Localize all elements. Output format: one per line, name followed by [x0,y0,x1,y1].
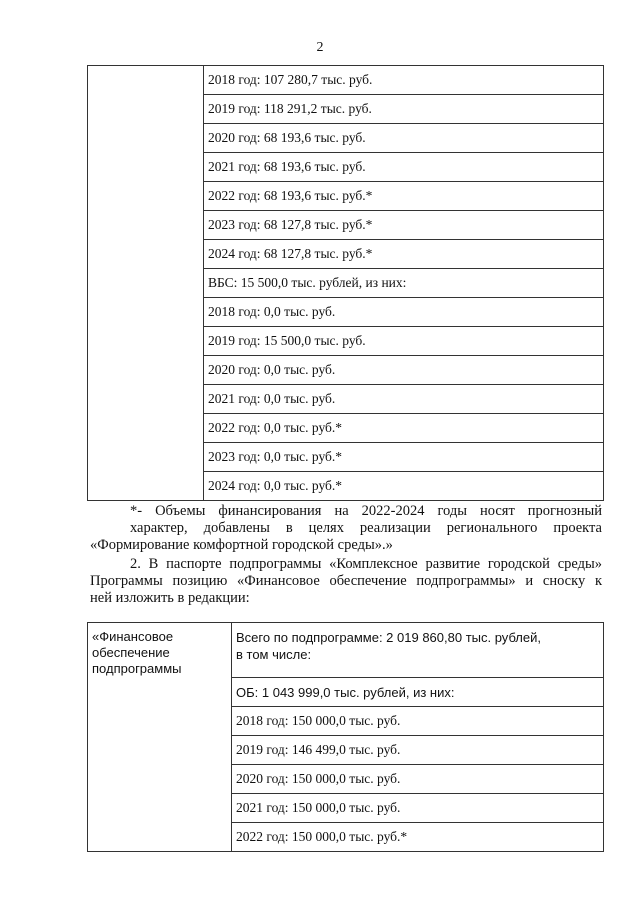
footnote-line: «Формирование комфортной городской среды».» [90,537,393,553]
table-left-cell [88,66,204,501]
table-cell: 2023 год: 0,0 тыс. руб.* [204,443,604,472]
instruction-line: Программы позицию «Финансовое обеспечение подпрограммы» и сноску к [90,573,602,589]
table-cell: 2018 год: 150 000,0 тыс. руб. [232,707,604,736]
table-cell: 2023 год: 68 127,8 тыс. руб.* [204,211,604,240]
footnote-line: *- Объемы финансирования на 2022-2024 годы носят прогнозный [130,503,602,519]
table-cell: ОБ: 1 043 999,0 тыс. рублей, из них: [232,678,604,707]
table-cell: 2018 год: 0,0 тыс. руб. [204,298,604,327]
table-cell: 2021 год: 68 193,6 тыс. руб. [204,153,604,182]
table-row [88,623,604,678]
table-cell: 2019 год: 146 499,0 тыс. руб. [232,736,604,765]
table-cell: 2021 год: 150 000,0 тыс. руб. [232,794,604,823]
table-cell: 2020 год: 68 193,6 тыс. руб. [204,124,604,153]
financing-label-line: «Финансовое [92,629,174,644]
financing-table-continued [87,65,604,501]
table-cell: 2021 год: 0,0 тыс. руб. [204,385,604,414]
total-cell [232,623,604,678]
table-cell: 2020 год: 150 000,0 тыс. руб. [232,765,604,794]
table-cell: 2024 год: 0,0 тыс. руб.* [204,472,604,501]
table-cell: 2019 год: 118 291,2 тыс. руб. [204,95,604,124]
page-number: 2 [316,40,324,55]
table-cell: 2020 год: 0,0 тыс. руб. [204,356,604,385]
total-line: Всего по подпрограмме: 2 019 860,80 тыс. рублей, [236,630,541,645]
table-cell: 2022 год: 0,0 тыс. руб.* [204,414,604,443]
instruction-line: 2. В паспорте подпрограммы «Комплексное развитие городской среды» [130,556,602,572]
footnote-paragraph [90,503,602,554]
table-row [88,66,604,95]
financing-label-line: подпрограммы [92,661,182,676]
table-cell: 2022 год: 150 000,0 тыс. руб.* [232,823,604,852]
subprogram-financing-table [87,622,604,852]
table-cell: 2018 год: 107 280,7 тыс. руб. [204,66,604,95]
financing-label-line: обеспечение [92,645,170,660]
instruction-paragraph [90,556,602,607]
table-cell: 2024 год: 68 127,8 тыс. руб.* [204,240,604,269]
financing-label-cell [88,623,232,852]
table-cell: 2022 год: 68 193,6 тыс. руб.* [204,182,604,211]
total-line: в том числе: [236,647,312,662]
footnote-line: характер, добавлены в целях реализации регионального проекта [130,520,602,536]
table-cell: 2019 год: 15 500,0 тыс. руб. [204,327,604,356]
table-cell: ВБС: 15 500,0 тыс. рублей, из них: [204,269,604,298]
instruction-line: ней изложить в редакции: [90,590,250,606]
